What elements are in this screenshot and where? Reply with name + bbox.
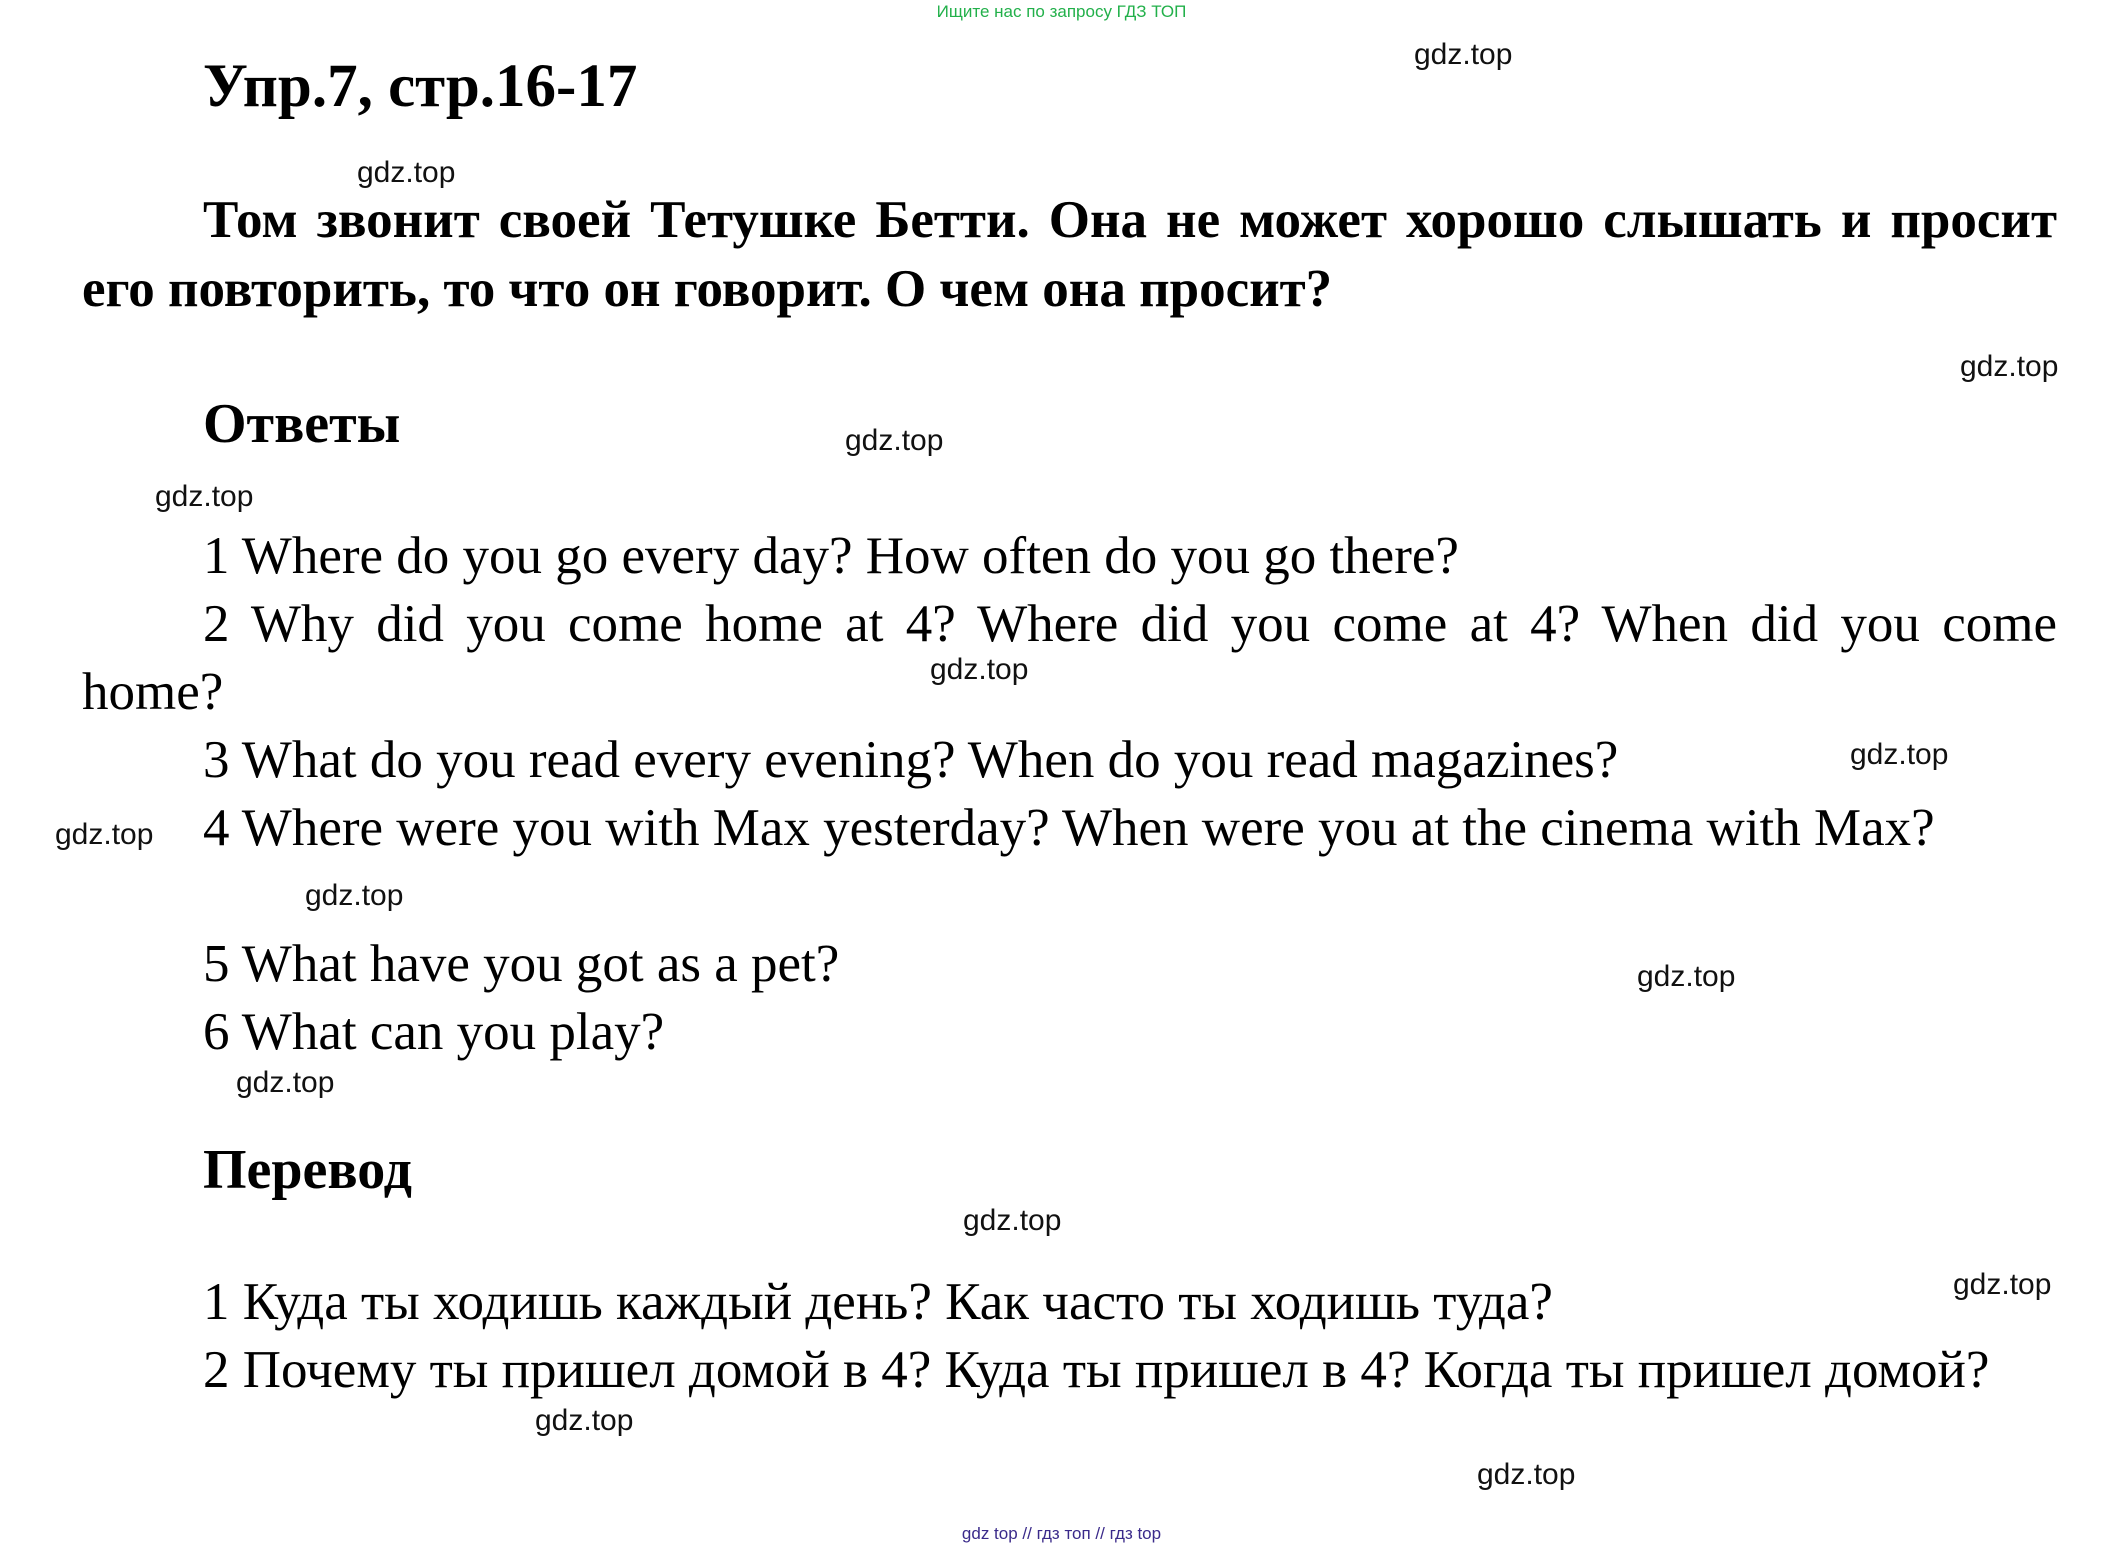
watermark: gdz.top [845, 424, 944, 457]
watermark: gdz.top [1953, 1268, 2052, 1301]
answer-item: 6 What can you play? [203, 1003, 665, 1061]
answer-item: 1 Where do you go every day? How often do you go there? [203, 527, 1459, 585]
watermark: gdz.top [1414, 38, 1513, 71]
answer-item: 4 Where were you with Max yesterday? When were you at the cinema with Max? [203, 799, 1935, 857]
watermark: gdz.top [535, 1404, 634, 1437]
translation-heading: Перевод [203, 1139, 412, 1201]
watermark: gdz.top [930, 653, 1029, 686]
answer-item: 2 Why did you come home at 4? Where did you come at 4? When did you come home? [82, 595, 2057, 721]
watermark: gdz.top [1477, 1458, 1576, 1491]
watermark: gdz.top [305, 879, 404, 912]
watermark: gdz.top [155, 480, 254, 513]
translation-item: 2 Почему ты пришел домой в 4? Куда ты пришел в 4? Когда ты пришел домой? [203, 1341, 1990, 1399]
watermark: gdz.top [1637, 960, 1736, 993]
exercise-title: Упр.7, стр.16-17 [203, 53, 638, 120]
task-text: Том звонит своей Тетушке Бетти. Она не может хорошо слышать и просит его повторить, то что он говорит. О чем она просит? [82, 191, 2057, 318]
translation-item: 1 Куда ты ходишь каждый день? Как часто ты ходишь туда? [203, 1273, 1553, 1331]
watermark: gdz.top [963, 1204, 1062, 1237]
answers-heading: Ответы [203, 393, 401, 455]
footer-watermark: gdz top // гдз топ // гдз top [961, 1524, 1162, 1543]
watermark: gdz.top [236, 1066, 335, 1099]
watermark: gdz.top [357, 156, 456, 189]
watermark: gdz.top [1960, 350, 2059, 383]
answer-item: 3 What do you read every evening? When do you read magazines? [203, 731, 1619, 789]
watermark: gdz.top [55, 818, 154, 851]
search-hint-banner: Ищите нас по запросу ГДЗ ТОП [936, 2, 1187, 21]
answer-item: 5 What have you got as a pet? [203, 935, 840, 993]
watermark: gdz.top [1850, 738, 1949, 771]
